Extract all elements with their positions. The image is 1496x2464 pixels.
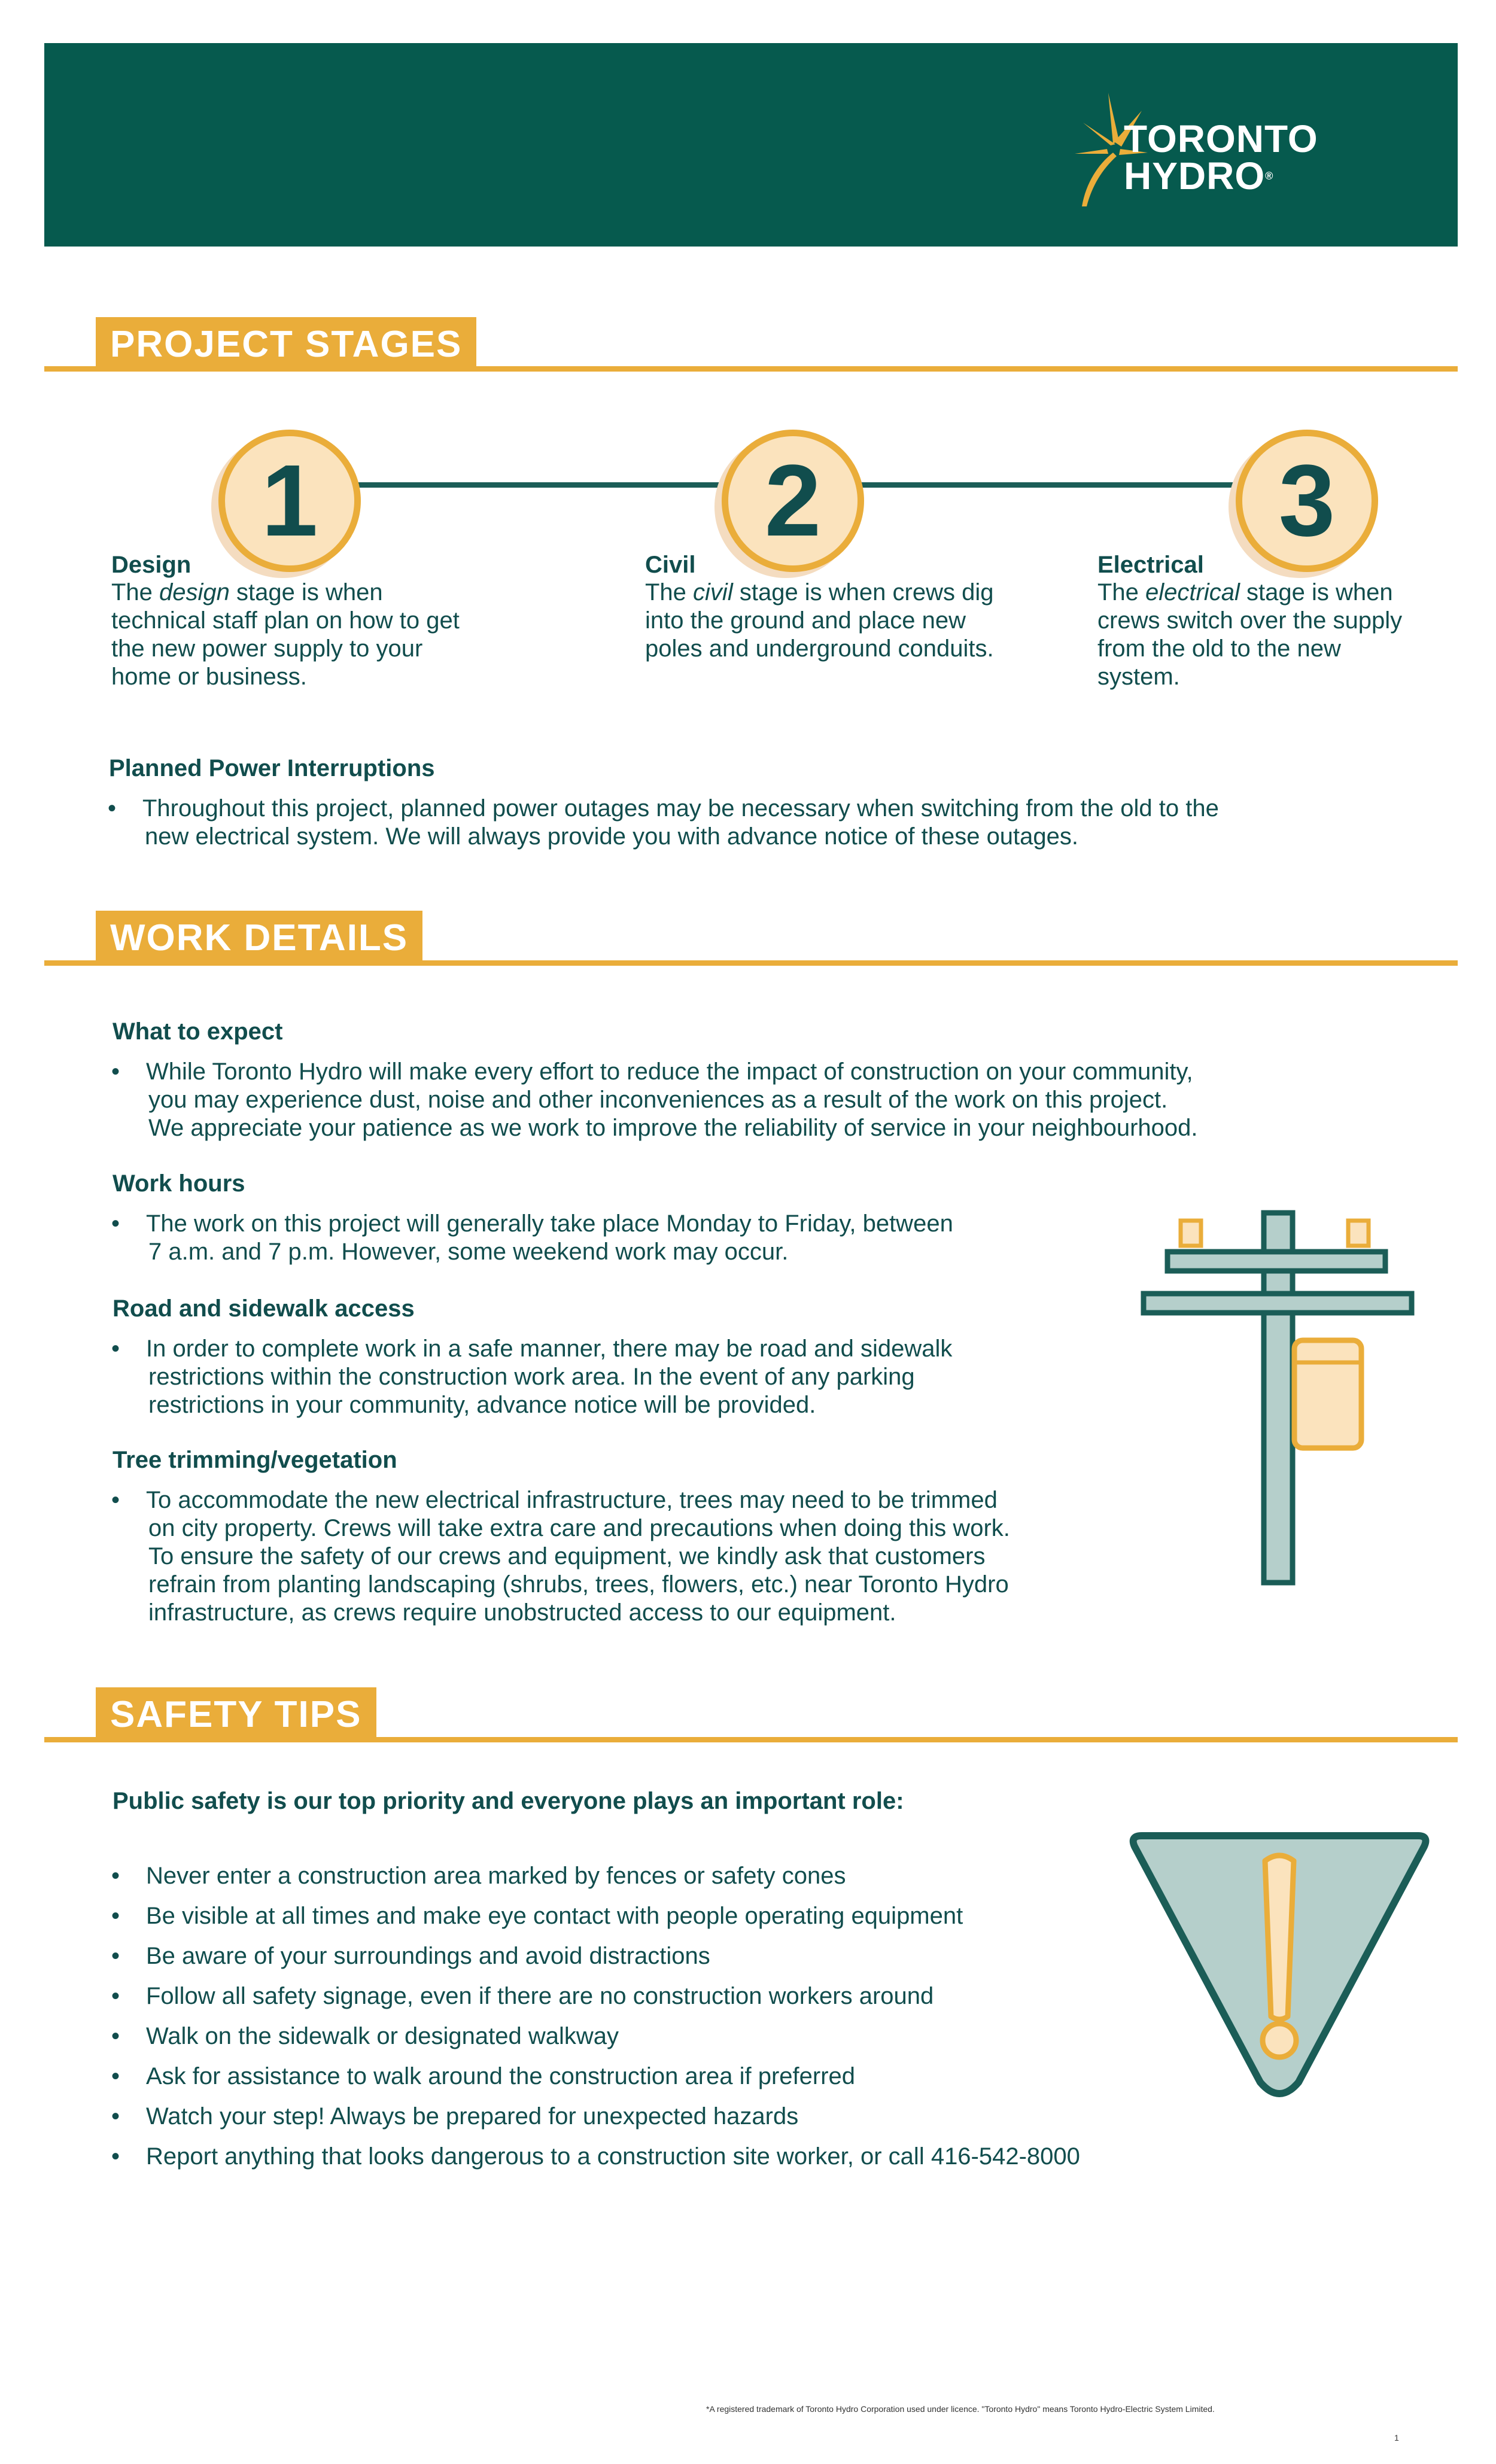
stage-title: Design xyxy=(111,552,191,578)
list-item: • Never enter a construction area marked by fences or safety cones xyxy=(111,1863,846,1889)
stage-title: Civil xyxy=(645,552,696,578)
logo-line2: HYDRO® xyxy=(1124,154,1274,197)
stage-description: The civil stage is when crews dig into the ground and place new poles and underground conduits. xyxy=(645,579,994,662)
bullet-dot: • xyxy=(111,1487,120,1513)
list-item: • Be aware of your surroundings and avoid distractions xyxy=(111,1943,710,1969)
toronto-hydro-logo xyxy=(1071,87,1388,206)
tree-bullet xyxy=(111,1486,1164,1636)
stage-description: The design stage is when technical staff plan on how to get the new power supply to your home or business. xyxy=(111,579,460,690)
hours-heading: Work hours xyxy=(112,1170,245,1197)
interruptions-bullet xyxy=(108,795,1460,854)
list-item: • Follow all safety signage, even if there are no construction workers around xyxy=(111,1983,934,2009)
interruptions-heading: Planned Power Interruptions xyxy=(109,755,435,781)
list-item: • Walk on the sidewalk or designated walkway xyxy=(111,2023,619,2049)
stage-electrical xyxy=(1097,552,1409,691)
logo-line1: TORONTO xyxy=(1124,117,1318,160)
road-bullet xyxy=(111,1335,1129,1425)
bullet-dot: • xyxy=(108,795,117,822)
stage-2-circle: 2 xyxy=(722,430,864,572)
bullet-dot: • xyxy=(111,1058,120,1085)
bullet-text: To accommodate the new electrical infrastructure, trees may need to be trimmed on city property. Crews will take extra care and precautions when doing this work. To ensure the safety of our crews and equipment, we kindly ask that customers refrain from planting landscaping (shrubs, trees, flowers, etc.) near Toronto Hydro infrastructure, as crews require unobstructed access to our equipment. xyxy=(146,1487,1010,1626)
bullet-text: In order to complete work in a safe manner, there may be road and sidewalk restrictions within the construction work area. In the event of any parking restrictions in your community, advance notice will be provided. xyxy=(146,1336,953,1418)
safety-intro: Public safety is our top priority and everyone plays an important role: xyxy=(112,1788,904,1814)
bullet-dot: • xyxy=(111,1210,120,1237)
list-item: • Watch your step! Always be prepared for unexpected hazards xyxy=(111,2103,799,2130)
stage-title: Electrical xyxy=(1097,552,1204,578)
tree-heading: Tree trimming/vegetation xyxy=(112,1447,397,1473)
bullet-text: The work on this project will generally take place Monday to Friday, between 7 a.m. and 7 p.m. However, some weekend work may occur. xyxy=(146,1210,953,1265)
section-heading-work: WORK DETAILS xyxy=(96,911,422,963)
list-item: • Be visible at all times and make eye contact with people operating equipment xyxy=(111,1903,963,1929)
utility-pole-icon xyxy=(1140,1206,1421,1589)
warning-triangle-icon xyxy=(1119,1819,1436,2100)
expect-bullet xyxy=(111,1058,1458,1148)
list-item: • Report anything that looks dangerous to a construction site worker, or call 416-542-8000 xyxy=(111,2143,1080,2170)
page-number: 1 xyxy=(1394,2433,1399,2442)
road-heading: Road and sidewalk access xyxy=(112,1295,415,1322)
bullet-text: While Toronto Hydro will make every effort to reduce the impact of construction on your community, you may experience dust, noise and other inconveniences as a result of the work on this project. We appreciate your patience as we work to improve the reliability of service in your neighbourhood. xyxy=(146,1058,1198,1141)
hours-bullet xyxy=(111,1210,1129,1270)
bullet-dot: • xyxy=(111,1336,120,1362)
stage-description: The electrical stage is when crews switch over the supply from the old to the new system. xyxy=(1097,579,1403,690)
section-heading-safety: SAFETY TIPS xyxy=(96,1687,376,1740)
list-item: • Ask for assistance to walk around the construction area if preferred xyxy=(111,2063,856,2089)
expect-heading: What to expect xyxy=(112,1018,283,1045)
stage-3-circle: 3 xyxy=(1236,430,1378,572)
trademark-footnote: *A registered trademark of Toronto Hydro Corporation used under licence. "Toronto Hydro" means Toronto Hydro-Electric System Limited. xyxy=(706,2404,1215,2414)
section-heading-stages: PROJECT STAGES xyxy=(96,317,476,370)
stage-design xyxy=(111,552,470,691)
stage-civil xyxy=(645,552,1004,663)
bullet-text: Throughout this project, planned power outages may be necessary when switching from the old to the new electrical system. We will always provide you with advance notice of these outages. xyxy=(142,795,1219,850)
stage-1-circle: 1 xyxy=(218,430,361,572)
registered-mark: ® xyxy=(1265,170,1274,182)
logo-text xyxy=(1124,117,1318,197)
